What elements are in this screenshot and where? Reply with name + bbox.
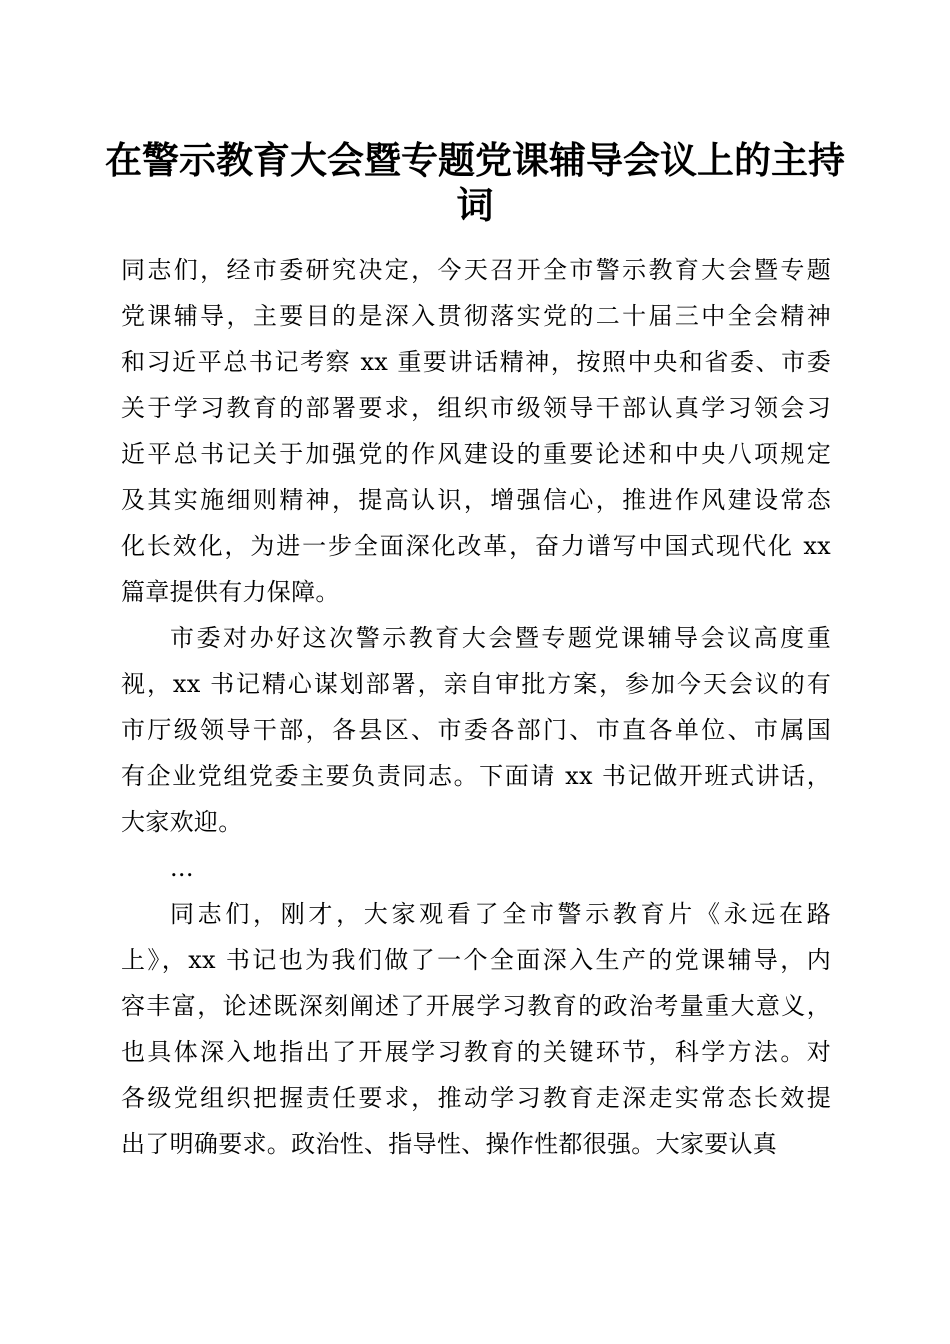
text-line: 市厅级领导干部，各县区、市委各部门、市直各单位、市属国 xyxy=(121,716,831,744)
paragraph xyxy=(121,891,831,1167)
text-line: 篇章提供有力保障。 xyxy=(121,578,340,606)
text-line: 容丰富，论述既深刻阐述了开展学习教育的政治考量重大意义， xyxy=(121,992,831,1020)
text-line: 视，xx 书记精心谋划部署，亲自审批方案，参加今天会议的有 xyxy=(121,670,831,698)
text-line: 同志们，经市委研究决定，今天召开全市警示教育大会暨专题 xyxy=(121,256,831,284)
paragraph xyxy=(121,845,831,891)
text-line: 有企业党组党委主要负责同志。下面请 xx 书记做开班式讲话， xyxy=(121,762,831,790)
text-line: 各级党组织把握责任要求，推动学习教育走深走实常态长效提 xyxy=(121,1084,831,1112)
text-line: 和习近平总书记考察 xx 重要讲话精神，按照中央和省委、市委 xyxy=(121,348,831,376)
text-line: 同志们，刚才，大家观看了全市警示教育片《永远在路 xyxy=(170,900,831,928)
text-line: 市委对办好这次警示教育大会暨专题党课辅导会议高度重 xyxy=(170,624,831,652)
text-line: 也具体深入地指出了开展学习教育的关键环节，科学方法。对 xyxy=(121,1038,831,1066)
document-title-line-2: 词 xyxy=(456,183,494,227)
text-line: 及其实施细则精神，提高认识，增强信心，推进作风建设常态 xyxy=(121,486,831,514)
paragraph xyxy=(121,615,831,845)
paragraph xyxy=(121,247,831,615)
text-line: ... xyxy=(170,854,194,882)
document-body xyxy=(121,247,831,1167)
text-line: 党课辅导，主要目的是深入贯彻落实党的二十届三中全会精神 xyxy=(121,302,831,330)
document-title-line-1: 在警示教育大会暨专题党课辅导会议上的主持 xyxy=(105,138,845,182)
text-line: 大家欢迎。 xyxy=(121,808,243,836)
text-line: 关于学习教育的部署要求，组织市级领导干部认真学习领会习 xyxy=(121,394,831,422)
text-line: 上》，xx 书记也为我们做了一个全面深入生产的党课辅导，内 xyxy=(121,946,831,974)
text-line: 出了明确要求。政治性、指导性、操作性都很强。大家要认真 xyxy=(121,1130,778,1158)
text-line: 化长效化，为进一步全面深化改革，奋力谱写中国式现代化 xx xyxy=(121,532,831,560)
text-line: 近平总书记关于加强党的作风建设的重要论述和中央八项规定 xyxy=(121,440,831,468)
